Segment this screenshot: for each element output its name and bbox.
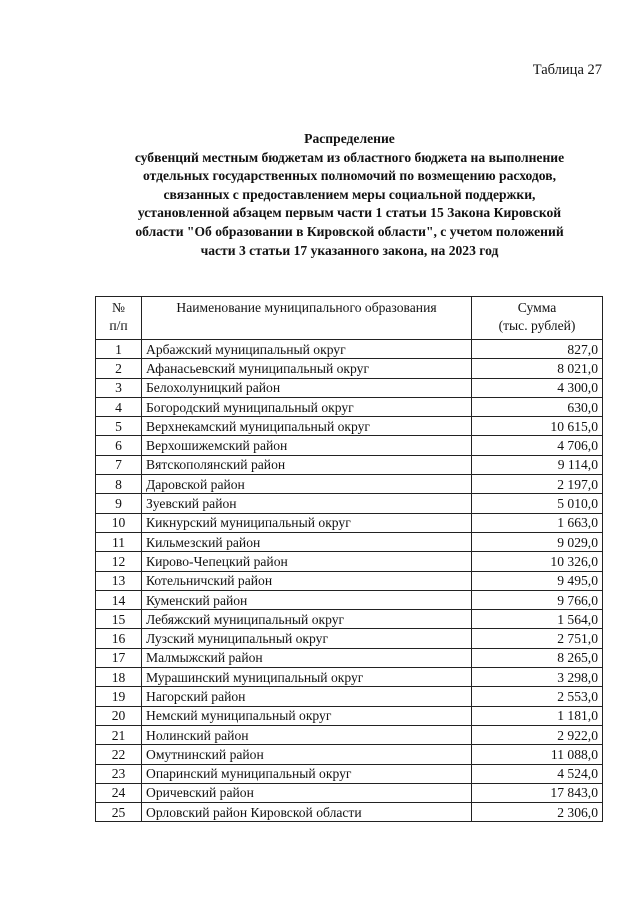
row-number: 25	[96, 803, 142, 822]
row-number: 14	[96, 590, 142, 609]
heading-line: субвенций местным бюджетам из областного бюджета на выполнение	[134, 149, 565, 165]
table-row	[96, 340, 603, 359]
row-sum: 2 922,0	[472, 725, 603, 744]
row-number: 11	[96, 532, 142, 551]
table-row	[96, 571, 603, 590]
header-number-line: №	[112, 300, 125, 315]
table-row	[96, 783, 603, 802]
row-number: 2	[96, 359, 142, 378]
table-row	[96, 532, 603, 551]
row-sum: 9 766,0	[472, 590, 603, 609]
table-header-row	[96, 297, 603, 340]
table-row	[96, 417, 603, 436]
table-row	[96, 475, 603, 494]
table-row	[96, 359, 603, 378]
row-municipality-name: Арбажский муниципальный округ	[142, 340, 472, 359]
row-municipality-name: Вятскополянский район	[142, 455, 472, 474]
row-number: 6	[96, 436, 142, 455]
row-sum: 8 021,0	[472, 359, 603, 378]
table-row	[96, 397, 603, 416]
table-row	[96, 706, 603, 725]
row-number: 12	[96, 552, 142, 571]
table-row	[96, 764, 603, 783]
row-municipality-name: Котельничский район	[142, 571, 472, 590]
heading-line: установленной абзацем первым части 1 статьи 15 Закона Кировской	[137, 205, 562, 221]
row-sum: 630,0	[472, 397, 603, 416]
row-sum: 827,0	[472, 340, 603, 359]
table-row	[96, 629, 603, 648]
row-municipality-name: Опаринский муниципальный округ	[142, 764, 472, 783]
table-row	[96, 725, 603, 744]
heading-line: Распределение	[304, 131, 395, 146]
header-number-line: п/п	[109, 318, 128, 333]
table-row	[96, 513, 603, 532]
row-sum: 17 843,0	[472, 783, 603, 802]
row-number: 13	[96, 571, 142, 590]
heading-line: отдельных государственных полномочий по возмещению расходов,	[143, 168, 556, 184]
row-sum: 2 306,0	[472, 803, 603, 822]
row-municipality-name: Богородский муниципальный округ	[142, 397, 472, 416]
row-municipality-name: Зуевский район	[142, 494, 472, 513]
row-number: 4	[96, 397, 142, 416]
row-number: 1	[96, 340, 142, 359]
row-sum: 1 181,0	[472, 706, 603, 725]
row-sum: 10 615,0	[472, 417, 603, 436]
row-sum: 10 326,0	[472, 552, 603, 571]
header-name: Наименование муниципального образования	[142, 297, 472, 340]
table-body	[96, 340, 603, 822]
table-number-label: Таблица 27	[532, 62, 602, 78]
row-sum: 4 706,0	[472, 436, 603, 455]
row-municipality-name: Верхошижемский район	[142, 436, 472, 455]
row-number: 21	[96, 725, 142, 744]
table-row	[96, 687, 603, 706]
table-row	[96, 610, 603, 629]
row-municipality-name: Кикнурский муниципальный округ	[142, 513, 472, 532]
row-municipality-name: Малмыжский район	[142, 648, 472, 667]
table-row	[96, 436, 603, 455]
row-number: 16	[96, 629, 142, 648]
header-sum	[472, 297, 603, 340]
row-sum: 11 088,0	[472, 745, 603, 764]
row-number: 20	[96, 706, 142, 725]
table-row	[96, 494, 603, 513]
row-sum: 5 010,0	[472, 494, 603, 513]
row-sum: 8 265,0	[472, 648, 603, 667]
heading-line: связанных с предоставлением меры социальной поддержки,	[163, 186, 536, 202]
heading-line: области "Об образовании в Кировской области", с учетом положений	[135, 223, 564, 239]
row-municipality-name: Афанасьевский муниципальный округ	[142, 359, 472, 378]
row-number: 15	[96, 610, 142, 629]
row-sum: 2 553,0	[472, 687, 603, 706]
row-municipality-name: Верхнекамский муниципальный округ	[142, 417, 472, 436]
row-sum: 4 524,0	[472, 764, 603, 783]
row-municipality-name: Кильмезский район	[142, 532, 472, 551]
row-number: 23	[96, 764, 142, 783]
row-number: 19	[96, 687, 142, 706]
row-municipality-name: Нолинский район	[142, 725, 472, 744]
table-row	[96, 803, 603, 822]
row-municipality-name: Мурашинский муниципальный округ	[142, 668, 472, 687]
table-row	[96, 590, 603, 609]
table-row	[96, 668, 603, 687]
row-municipality-name: Нагорский район	[142, 687, 472, 706]
table-row	[96, 455, 603, 474]
header-number	[96, 297, 142, 340]
header-sum-line: (тыс. рублей)	[498, 318, 576, 333]
row-number: 17	[96, 648, 142, 667]
table-row	[96, 745, 603, 764]
document-heading	[92, 130, 607, 260]
row-sum: 2 751,0	[472, 629, 603, 648]
row-municipality-name: Лузский муниципальный округ	[142, 629, 472, 648]
row-sum: 4 300,0	[472, 378, 603, 397]
row-sum: 9 029,0	[472, 532, 603, 551]
row-sum: 9 495,0	[472, 571, 603, 590]
row-sum: 1 663,0	[472, 513, 603, 532]
row-sum: 1 564,0	[472, 610, 603, 629]
row-municipality-name: Кирово-Чепецкий район	[142, 552, 472, 571]
row-municipality-name: Немский муниципальный округ	[142, 706, 472, 725]
header-sum-line: Сумма	[517, 300, 557, 315]
table-row	[96, 552, 603, 571]
row-number: 5	[96, 417, 142, 436]
row-sum: 9 114,0	[472, 455, 603, 474]
row-number: 3	[96, 378, 142, 397]
row-number: 7	[96, 455, 142, 474]
row-number: 8	[96, 475, 142, 494]
row-sum: 2 197,0	[472, 475, 603, 494]
row-municipality-name: Белохолуницкий район	[142, 378, 472, 397]
row-sum: 3 298,0	[472, 668, 603, 687]
row-number: 18	[96, 668, 142, 687]
row-municipality-name: Куменский район	[142, 590, 472, 609]
row-number: 9	[96, 494, 142, 513]
table-row	[96, 648, 603, 667]
row-municipality-name: Орловский район Кировской области	[142, 803, 472, 822]
row-number: 24	[96, 783, 142, 802]
row-municipality-name: Омутнинский район	[142, 745, 472, 764]
row-municipality-name: Даровской район	[142, 475, 472, 494]
row-municipality-name: Лебяжский муниципальный округ	[142, 610, 472, 629]
row-number: 22	[96, 745, 142, 764]
row-municipality-name: Оричевский район	[142, 783, 472, 802]
table-row	[96, 378, 603, 397]
subsidy-distribution-table	[95, 296, 603, 822]
row-number: 10	[96, 513, 142, 532]
heading-line: части 3 статьи 17 указанного закона, на 2023 год	[200, 242, 499, 258]
